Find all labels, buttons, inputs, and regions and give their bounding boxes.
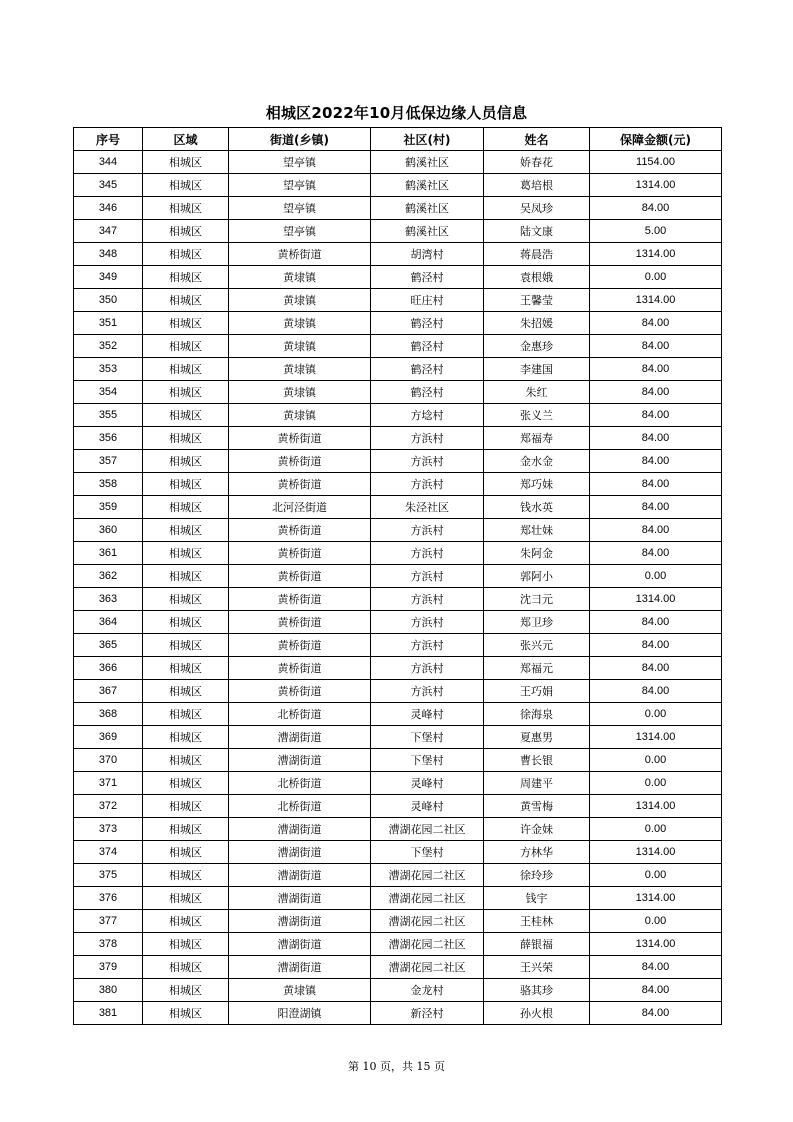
cell-name: 周建平	[484, 772, 590, 795]
table-row	[74, 496, 722, 519]
cell-street: 漕湖街道	[229, 933, 371, 956]
cell-index: 378	[74, 933, 143, 956]
cell-index: 376	[74, 887, 143, 910]
cell-name: 蒋晨浩	[484, 243, 590, 266]
cell-community: 鹤泾村	[371, 358, 484, 381]
cell-name: 钱水英	[484, 496, 590, 519]
cell-community: 方浜村	[371, 680, 484, 703]
table-row	[74, 289, 722, 312]
cell-index: 344	[74, 151, 143, 174]
cell-district: 相城区	[143, 634, 229, 657]
cell-amount: 84.00	[590, 956, 722, 979]
table-row	[74, 657, 722, 680]
table-row	[74, 933, 722, 956]
cell-district: 相城区	[143, 174, 229, 197]
table-header	[74, 128, 722, 151]
table-row	[74, 910, 722, 933]
table-row	[74, 979, 722, 1002]
cell-community: 下堡村	[371, 726, 484, 749]
cell-district: 相城区	[143, 381, 229, 404]
cell-street: 阳澄湖镇	[229, 1002, 371, 1025]
table-row	[74, 220, 722, 243]
cell-street: 黄桥街道	[229, 588, 371, 611]
cell-name: 郑壮妹	[484, 519, 590, 542]
table-row	[74, 565, 722, 588]
cell-street: 漕湖街道	[229, 841, 371, 864]
cell-name: 李建国	[484, 358, 590, 381]
column-header-index: 序号	[74, 128, 143, 151]
cell-amount: 84.00	[590, 657, 722, 680]
cell-index: 357	[74, 450, 143, 473]
cell-amount: 84.00	[590, 634, 722, 657]
cell-name: 王馨莹	[484, 289, 590, 312]
cell-amount: 0.00	[590, 703, 722, 726]
cell-amount: 0.00	[590, 772, 722, 795]
cell-community: 漕湖花园二社区	[371, 910, 484, 933]
cell-name: 朱招媛	[484, 312, 590, 335]
cell-district: 相城区	[143, 864, 229, 887]
cell-name: 袁根娥	[484, 266, 590, 289]
cell-index: 370	[74, 749, 143, 772]
table-row	[74, 795, 722, 818]
table-row	[74, 542, 722, 565]
cell-name: 朱阿金	[484, 542, 590, 565]
cell-index: 379	[74, 956, 143, 979]
cell-district: 相城区	[143, 519, 229, 542]
cell-index: 377	[74, 910, 143, 933]
column-header-street: 街道(乡镇)	[229, 128, 371, 151]
cell-amount: 1314.00	[590, 588, 722, 611]
cell-community: 方浜村	[371, 588, 484, 611]
table-row	[74, 749, 722, 772]
cell-district: 相城区	[143, 703, 229, 726]
cell-index: 362	[74, 565, 143, 588]
cell-district: 相城区	[143, 496, 229, 519]
cell-amount: 84.00	[590, 381, 722, 404]
cell-amount: 84.00	[590, 450, 722, 473]
table-row	[74, 1002, 722, 1025]
cell-index: 366	[74, 657, 143, 680]
cell-name: 郑卫珍	[484, 611, 590, 634]
cell-community: 下堡村	[371, 749, 484, 772]
cell-community: 方埝村	[371, 404, 484, 427]
column-header-district: 区域	[143, 128, 229, 151]
cell-community: 鹤泾村	[371, 381, 484, 404]
table-row	[74, 818, 722, 841]
cell-index: 355	[74, 404, 143, 427]
cell-name: 郑福元	[484, 657, 590, 680]
cell-street: 漕湖街道	[229, 956, 371, 979]
cell-index: 352	[74, 335, 143, 358]
cell-index: 347	[74, 220, 143, 243]
cell-index: 350	[74, 289, 143, 312]
cell-name: 骆其珍	[484, 979, 590, 1002]
table-row	[74, 404, 722, 427]
table-row	[74, 358, 722, 381]
cell-name: 孙火根	[484, 1002, 590, 1025]
table-row	[74, 887, 722, 910]
cell-community: 灵峰村	[371, 772, 484, 795]
cell-street: 黄埭镇	[229, 266, 371, 289]
cell-community: 鹤溪社区	[371, 197, 484, 220]
cell-index: 354	[74, 381, 143, 404]
cell-district: 相城区	[143, 749, 229, 772]
cell-district: 相城区	[143, 818, 229, 841]
table-row	[74, 772, 722, 795]
cell-index: 361	[74, 542, 143, 565]
cell-index: 381	[74, 1002, 143, 1025]
cell-amount: 1314.00	[590, 887, 722, 910]
cell-name: 王兴荣	[484, 956, 590, 979]
cell-name: 郑巧妹	[484, 473, 590, 496]
cell-amount: 84.00	[590, 496, 722, 519]
cell-index: 353	[74, 358, 143, 381]
cell-amount: 0.00	[590, 565, 722, 588]
cell-name: 郑福寿	[484, 427, 590, 450]
cell-street: 黄埭镇	[229, 335, 371, 358]
cell-street: 黄埭镇	[229, 404, 371, 427]
cell-amount: 0.00	[590, 749, 722, 772]
cell-amount: 84.00	[590, 335, 722, 358]
cell-street: 黄桥街道	[229, 634, 371, 657]
cell-name: 黄雪梅	[484, 795, 590, 818]
cell-index: 375	[74, 864, 143, 887]
cell-community: 漕湖花园二社区	[371, 818, 484, 841]
cell-community: 朱泾社区	[371, 496, 484, 519]
cell-street: 黄埭镇	[229, 312, 371, 335]
cell-index: 372	[74, 795, 143, 818]
cell-amount: 84.00	[590, 312, 722, 335]
cell-district: 相城区	[143, 542, 229, 565]
cell-index: 348	[74, 243, 143, 266]
cell-community: 胡湾村	[371, 243, 484, 266]
table-row	[74, 726, 722, 749]
cell-amount: 0.00	[590, 910, 722, 933]
cell-community: 方浜村	[371, 450, 484, 473]
table-row	[74, 473, 722, 496]
cell-street: 望亭镇	[229, 151, 371, 174]
cell-amount: 1314.00	[590, 289, 722, 312]
table-row	[74, 634, 722, 657]
cell-street: 北河泾街道	[229, 496, 371, 519]
cell-name: 徐玲珍	[484, 864, 590, 887]
cell-district: 相城区	[143, 611, 229, 634]
cell-index: 368	[74, 703, 143, 726]
cell-community: 漕湖花园二社区	[371, 887, 484, 910]
cell-street: 黄桥街道	[229, 680, 371, 703]
cell-district: 相城区	[143, 910, 229, 933]
cell-street: 黄埭镇	[229, 289, 371, 312]
cell-street: 黄桥街道	[229, 657, 371, 680]
cell-amount: 84.00	[590, 519, 722, 542]
cell-community: 方浜村	[371, 634, 484, 657]
cell-amount: 1314.00	[590, 841, 722, 864]
table-row	[74, 197, 722, 220]
cell-index: 367	[74, 680, 143, 703]
cell-district: 相城区	[143, 427, 229, 450]
cell-district: 相城区	[143, 956, 229, 979]
cell-community: 灵峰村	[371, 703, 484, 726]
column-header-amount: 保障金额(元)	[590, 128, 722, 151]
cell-district: 相城区	[143, 979, 229, 1002]
cell-name: 王巧娟	[484, 680, 590, 703]
cell-street: 漕湖街道	[229, 864, 371, 887]
cell-district: 相城区	[143, 197, 229, 220]
cell-street: 北桥街道	[229, 772, 371, 795]
cell-name: 徐海泉	[484, 703, 590, 726]
cell-district: 相城区	[143, 335, 229, 358]
cell-community: 鹤泾村	[371, 335, 484, 358]
cell-community: 方浜村	[371, 427, 484, 450]
cell-district: 相城区	[143, 772, 229, 795]
cell-district: 相城区	[143, 933, 229, 956]
cell-community: 金龙村	[371, 979, 484, 1002]
cell-amount: 1314.00	[590, 174, 722, 197]
cell-community: 鹤溪社区	[371, 174, 484, 197]
cell-community: 鹤溪社区	[371, 151, 484, 174]
cell-district: 相城区	[143, 266, 229, 289]
cell-community: 漕湖花园二社区	[371, 933, 484, 956]
cell-name: 娇春花	[484, 151, 590, 174]
table-row	[74, 335, 722, 358]
table-row	[74, 956, 722, 979]
cell-index: 356	[74, 427, 143, 450]
cell-amount: 1314.00	[590, 726, 722, 749]
cell-district: 相城区	[143, 473, 229, 496]
cell-amount: 0.00	[590, 864, 722, 887]
cell-street: 黄桥街道	[229, 542, 371, 565]
table-row	[74, 427, 722, 450]
cell-community: 灵峰村	[371, 795, 484, 818]
header-row	[74, 128, 722, 151]
cell-name: 朱红	[484, 381, 590, 404]
cell-street: 望亭镇	[229, 174, 371, 197]
cell-street: 黄埭镇	[229, 381, 371, 404]
cell-street: 黄埭镇	[229, 358, 371, 381]
cell-community: 方浜村	[371, 473, 484, 496]
cell-name: 张兴元	[484, 634, 590, 657]
cell-amount: 84.00	[590, 979, 722, 1002]
cell-amount: 0.00	[590, 266, 722, 289]
table-row	[74, 381, 722, 404]
table-row	[74, 243, 722, 266]
table-body	[74, 151, 722, 1025]
roster-table	[73, 127, 722, 1025]
table-row	[74, 680, 722, 703]
table-row	[74, 864, 722, 887]
column-header-community: 社区(村)	[371, 128, 484, 151]
cell-index: 364	[74, 611, 143, 634]
cell-street: 黄桥街道	[229, 427, 371, 450]
cell-district: 相城区	[143, 657, 229, 680]
cell-street: 黄桥街道	[229, 473, 371, 496]
cell-amount: 84.00	[590, 404, 722, 427]
cell-community: 方浜村	[371, 519, 484, 542]
cell-street: 漕湖街道	[229, 910, 371, 933]
cell-community: 旺庄村	[371, 289, 484, 312]
cell-street: 黄桥街道	[229, 243, 371, 266]
cell-district: 相城区	[143, 680, 229, 703]
cell-index: 380	[74, 979, 143, 1002]
cell-district: 相城区	[143, 1002, 229, 1025]
table-row	[74, 519, 722, 542]
document-title: 相城区2022年10月低保边缘人员信息	[265, 104, 528, 122]
cell-street: 北桥街道	[229, 795, 371, 818]
cell-district: 相城区	[143, 726, 229, 749]
cell-community: 方浜村	[371, 611, 484, 634]
cell-index: 360	[74, 519, 143, 542]
cell-district: 相城区	[143, 565, 229, 588]
cell-community: 鹤溪社区	[371, 220, 484, 243]
cell-district: 相城区	[143, 404, 229, 427]
cell-street: 漕湖街道	[229, 749, 371, 772]
table-row	[74, 151, 722, 174]
cell-index: 374	[74, 841, 143, 864]
page-number: 第 10 页，共 15 页	[348, 1060, 445, 1073]
cell-community: 鹤泾村	[371, 312, 484, 335]
cell-name: 金惠珍	[484, 335, 590, 358]
cell-name: 陆文康	[484, 220, 590, 243]
cell-index: 371	[74, 772, 143, 795]
cell-district: 相城区	[143, 795, 229, 818]
cell-name: 方林华	[484, 841, 590, 864]
cell-index: 349	[74, 266, 143, 289]
cell-street: 漕湖街道	[229, 726, 371, 749]
cell-community: 漕湖花园二社区	[371, 864, 484, 887]
cell-street: 黄桥街道	[229, 450, 371, 473]
cell-district: 相城区	[143, 841, 229, 864]
cell-name: 吴凤珍	[484, 197, 590, 220]
cell-street: 黄埭镇	[229, 979, 371, 1002]
cell-amount: 1314.00	[590, 243, 722, 266]
cell-district: 相城区	[143, 312, 229, 335]
cell-community: 方浜村	[371, 565, 484, 588]
cell-amount: 5.00	[590, 220, 722, 243]
cell-index: 346	[74, 197, 143, 220]
cell-name: 王桂林	[484, 910, 590, 933]
cell-street: 黄桥街道	[229, 565, 371, 588]
cell-street: 望亭镇	[229, 197, 371, 220]
cell-community: 下堡村	[371, 841, 484, 864]
cell-street: 黄桥街道	[229, 519, 371, 542]
cell-district: 相城区	[143, 289, 229, 312]
table-row	[74, 588, 722, 611]
cell-street: 漕湖街道	[229, 818, 371, 841]
cell-amount: 1154.00	[590, 151, 722, 174]
cell-community: 鹤泾村	[371, 266, 484, 289]
cell-index: 369	[74, 726, 143, 749]
cell-street: 黄桥街道	[229, 611, 371, 634]
cell-amount: 1314.00	[590, 795, 722, 818]
cell-name: 许金妹	[484, 818, 590, 841]
cell-index: 365	[74, 634, 143, 657]
cell-name: 曹长银	[484, 749, 590, 772]
cell-amount: 84.00	[590, 197, 722, 220]
cell-name: 夏惠男	[484, 726, 590, 749]
table-row	[74, 703, 722, 726]
table-row	[74, 266, 722, 289]
cell-index: 345	[74, 174, 143, 197]
table-row	[74, 450, 722, 473]
cell-amount: 84.00	[590, 473, 722, 496]
cell-community: 方浜村	[371, 542, 484, 565]
cell-index: 373	[74, 818, 143, 841]
cell-name: 钱宇	[484, 887, 590, 910]
cell-amount: 1314.00	[590, 933, 722, 956]
cell-index: 359	[74, 496, 143, 519]
cell-name: 张义兰	[484, 404, 590, 427]
cell-amount: 84.00	[590, 611, 722, 634]
cell-amount: 84.00	[590, 427, 722, 450]
cell-name: 郭阿小	[484, 565, 590, 588]
cell-street: 漕湖街道	[229, 887, 371, 910]
cell-district: 相城区	[143, 450, 229, 473]
cell-district: 相城区	[143, 151, 229, 174]
cell-community: 漕湖花园二社区	[371, 956, 484, 979]
cell-amount: 84.00	[590, 358, 722, 381]
cell-name: 葛培根	[484, 174, 590, 197]
cell-street: 望亭镇	[229, 220, 371, 243]
column-header-name: 姓名	[484, 128, 590, 151]
cell-amount: 84.00	[590, 680, 722, 703]
cell-community: 新泾村	[371, 1002, 484, 1025]
table-row	[74, 841, 722, 864]
table-row	[74, 611, 722, 634]
table-row	[74, 312, 722, 335]
cell-district: 相城区	[143, 243, 229, 266]
cell-district: 相城区	[143, 887, 229, 910]
cell-index: 351	[74, 312, 143, 335]
cell-index: 358	[74, 473, 143, 496]
cell-district: 相城区	[143, 358, 229, 381]
cell-name: 金水金	[484, 450, 590, 473]
cell-street: 北桥街道	[229, 703, 371, 726]
cell-amount: 84.00	[590, 1002, 722, 1025]
cell-district: 相城区	[143, 220, 229, 243]
cell-amount: 84.00	[590, 542, 722, 565]
cell-name: 沈彐元	[484, 588, 590, 611]
cell-index: 363	[74, 588, 143, 611]
table-row	[74, 174, 722, 197]
cell-amount: 0.00	[590, 818, 722, 841]
cell-community: 方浜村	[371, 657, 484, 680]
cell-district: 相城区	[143, 588, 229, 611]
cell-name: 薛银福	[484, 933, 590, 956]
